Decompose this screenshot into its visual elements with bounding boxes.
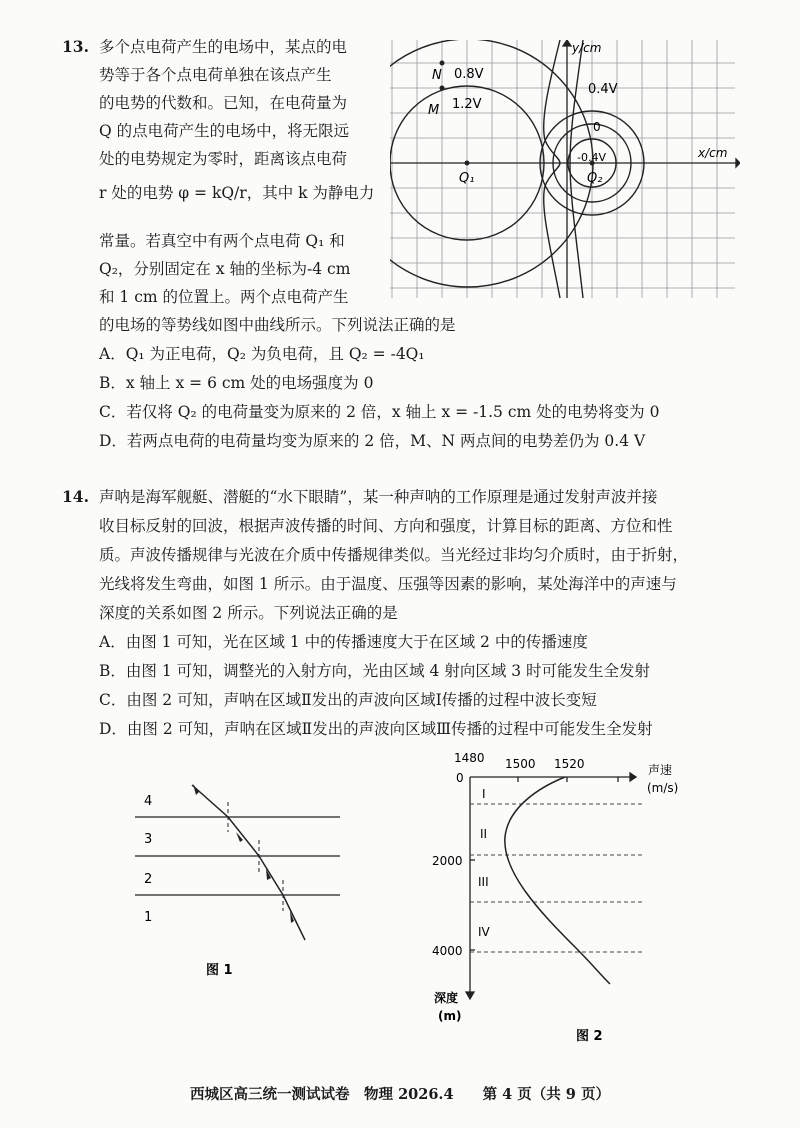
q14-figure-1 <box>130 780 350 980</box>
q14-fig1-region-1: 1 <box>144 910 153 925</box>
q13-line-6: r 处的电势 φ = kQ/r，其中 k 为静电力 <box>99 184 375 202</box>
q13-line-3: 的电势的代数和。已知，在电荷量为 <box>99 94 348 112</box>
q13-line-5: 处的电势规定为零时，距离该点电荷 <box>99 150 348 168</box>
q13-line-2: 势等于各个点电荷单独在该点产生 <box>99 66 332 84</box>
q13-line-7: 常量。若真空中有两个点电荷 Q₁ 和 <box>99 232 345 250</box>
q14-fig2-xlabel-2: (m/s) <box>647 781 679 795</box>
q13-line-1: 多个点电荷产生的电场中，某点的电 <box>99 38 348 56</box>
q13-label-n: N <box>432 68 442 83</box>
q14-line-4: 光线将发生弯曲，如图 1 所示。由于温度、压强等因素的影响，某处海洋中的声速与 <box>99 575 677 593</box>
q14-fig2-ylabel-2: (m) <box>438 1009 462 1023</box>
q14-fig1-region-4: 4 <box>144 794 153 809</box>
q14-fig1-caption: 图 1 <box>206 963 233 978</box>
q14-fig2-ytick-0: 0 <box>456 771 464 785</box>
q14-fig2-xtick-1520: 1520 <box>554 757 585 771</box>
q14-option-c: C．由图 2 可知，声呐在区域Ⅱ发出的声波向区域Ⅰ传播的过程中波长变短 <box>99 691 597 709</box>
q14-fig2-xlabel-1: 声速 <box>648 763 673 777</box>
q14-option-a: A．由图 1 可知，光在区域 1 中的传播速度大于在区域 2 中的传播速度 <box>99 633 588 651</box>
q14-figure-2 <box>420 752 720 1052</box>
q14-line-3: 质。声波传播规律与光波在介质中传播规律类似。当光经过非均匀介质时，由于折射， <box>99 546 689 564</box>
q13-line-10: 的电场的等势线如图中曲线所示。下列说法正确的是 <box>99 316 456 334</box>
q13-line-4: Q 的点电荷产生的电场中，将无限远 <box>99 122 350 140</box>
q14-fig2-ytick-4000: 4000 <box>432 944 463 958</box>
q13-label-m-value: 1.2V <box>452 97 482 112</box>
q14-fig2-region-ii: II <box>480 827 488 841</box>
q13-x-axis-label: x/cm <box>698 146 728 160</box>
q13-label-q2: Q₂ <box>587 171 603 186</box>
q14-fig2-region-i: I <box>482 787 486 801</box>
q13-label-q1: Q₁ <box>459 171 475 186</box>
q14-fig2-caption: 图 2 <box>576 1029 603 1044</box>
q14-fig2-xtick-1480: 1480 <box>454 752 485 765</box>
q14-fig2-region-iii: III <box>478 875 489 889</box>
q13-label-04: 0.4V <box>588 82 618 97</box>
q13-option-a: A．Q₁ 为正电荷，Q₂ 为负电荷，且 Q₂ = -4Q₁ <box>99 345 425 363</box>
q14-line-5: 深度的关系如图 2 所示。下列说法正确的是 <box>99 604 398 622</box>
q14-fig2-xtick-1500: 1500 <box>505 757 536 771</box>
q13-option-d: D．若两点电荷的电荷量均变为原来的 2 倍，M、N 两点间的电势差仍为 0.4 V <box>99 432 646 450</box>
q13-y-axis-label: y/cm <box>572 41 602 55</box>
q14-option-b: B．由图 1 可知，调整光的入射方向，光由区域 4 射向区域 3 时可能发生全发射 <box>99 662 651 680</box>
q13-label-0: 0 <box>593 120 601 134</box>
q14-number: 14. <box>62 487 89 506</box>
q13-option-c: C．若仅将 Q₂ 的电荷量变为原来的 2 倍，x 轴上 x = -1.5 cm 处的电势将变为 0 <box>99 403 660 421</box>
q14-line-2: 收目标反射的回波，根据声波传播的时间、方向和强度，计算目标的距离、方位和性 <box>99 517 673 535</box>
q14-option-d: D．由图 2 可知，声呐在区域Ⅱ发出的声波向区域Ⅲ传播的过程中可能发生全发射 <box>99 720 653 738</box>
q13-label-neg04: -0.4V <box>577 151 606 164</box>
q14-line-1: 声呐是海军舰艇、潜艇的“水下眼睛”，某一种声呐的工作原理是通过发射声波并接 <box>99 488 658 506</box>
q13-line-8: Q₂，分别固定在 x 轴的坐标为-4 cm <box>99 260 351 278</box>
q14-fig2-ytick-2000: 2000 <box>432 854 463 868</box>
q14-fig2-region-iv: IV <box>478 925 490 939</box>
q13-label-n-value: 0.8V <box>454 67 484 82</box>
q13-equipotential-figure <box>390 40 740 300</box>
q13-option-b: B．x 轴上 x = 6 cm 处的电场强度为 0 <box>99 374 374 392</box>
q14-fig1-region-3: 3 <box>144 832 153 847</box>
q13-label-m: M <box>428 103 440 118</box>
q13-number: 13. <box>62 37 89 56</box>
q13-line-9: 和 1 cm 的位置上。两个点电荷产生 <box>99 288 349 306</box>
page-footer: 西城区高三统一测试试卷 物理 2026.4 第 4 页（共 9 页） <box>190 1086 610 1103</box>
q14-fig2-ylabel-1: 深度 <box>434 991 459 1005</box>
q14-fig1-region-2: 2 <box>144 872 153 887</box>
